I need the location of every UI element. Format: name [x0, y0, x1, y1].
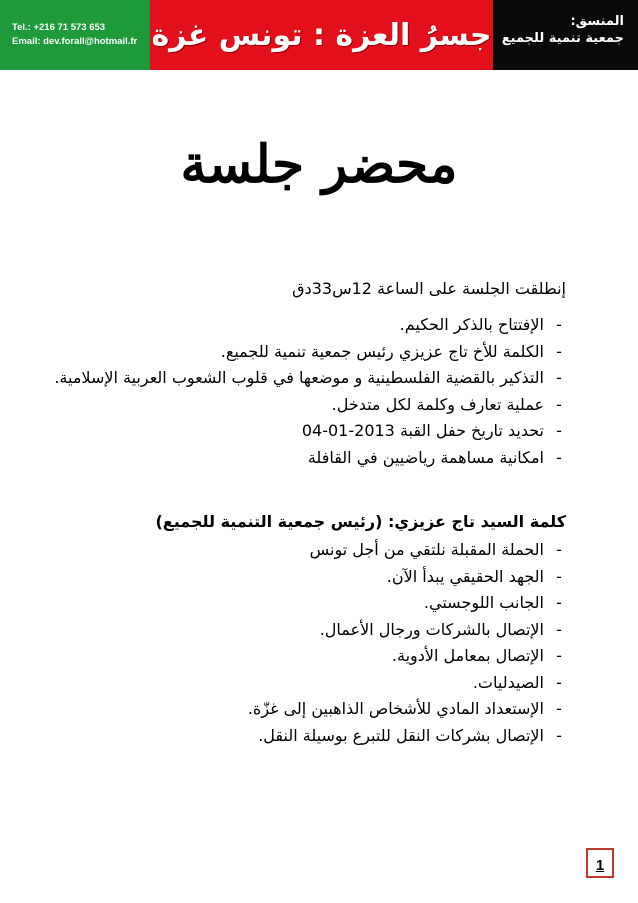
coordinator-org: جمعية تنمية للجميع	[501, 31, 624, 46]
list-item-text: الإفتتاح بالذكر الحكيم.	[399, 315, 544, 334]
list-item	[46, 670, 566, 697]
coordinator-block	[502, 14, 624, 48]
list-item-text: الإتصال بالشركات ورجال الأعمال.	[319, 619, 544, 639]
page-number-box	[586, 848, 614, 878]
list-item	[46, 392, 566, 419]
list-item	[46, 418, 566, 445]
list-item	[46, 445, 566, 472]
list-item-text: التذكير بالقضية الفلسطينية و موضعها في قلوب الشعوب العربية الإسلامية.	[54, 368, 544, 387]
list-item	[46, 564, 566, 591]
header-banner	[0, 0, 638, 70]
speech-list	[46, 537, 566, 749]
document-body	[46, 276, 566, 749]
coordinator-panel	[493, 0, 638, 70]
list-item	[46, 590, 566, 617]
list-item-text: تحديد تاريخ حفل القبة 2013-01-04	[301, 421, 544, 440]
contact-tel: Tel.: +216 71 573 653	[12, 22, 106, 33]
speech-heading: كلمة السيد تاج عزيزي: (رئيس جمعية التنمية للجميع)	[155, 512, 566, 531]
bullet-dash: -	[556, 646, 562, 665]
bullet-dash: -	[556, 566, 562, 586]
list-item	[46, 339, 566, 366]
bullet-dash: -	[556, 421, 562, 440]
list-item-text: الإتصال بمعامل الأدوية.	[391, 646, 544, 665]
bullet-dash: -	[556, 368, 562, 387]
contact-panel	[0, 0, 150, 70]
list-item-text: عملية تعارف وكلمة لكل متدخل.	[331, 394, 544, 414]
bullet-dash: -	[556, 619, 562, 639]
list-item	[46, 537, 566, 564]
bullet-dash: -	[556, 672, 562, 692]
page-number: 1	[595, 857, 605, 874]
agenda-list	[46, 312, 566, 471]
list-item-text: الإستعداد المادي للأشخاص الذاهبين إلى غزّة.	[247, 699, 544, 718]
bullet-dash: -	[556, 540, 562, 559]
session-start-line: إنطلقت الجلسة على الساعة 12س33دق	[292, 279, 566, 298]
bullet-dash: -	[556, 394, 562, 414]
list-item-text: امكانية مساهمة رياضيين في القافلة	[307, 447, 544, 467]
list-item-text: الجهد الحقيقي يبدأ الآن.	[386, 566, 544, 586]
banner-title: جسرُ العزة : تونس غزة	[151, 17, 492, 53]
list-item	[46, 365, 566, 392]
list-item-text: الصيدليات.	[472, 672, 544, 692]
bullet-dash: -	[556, 447, 562, 467]
contact-email: Email: dev.forall@hotmail.fr	[12, 36, 138, 47]
list-item	[46, 643, 566, 670]
list-item-text: الكلمة للأخ تاج عزيزي رئيس جمعية تنمية للجميع.	[220, 341, 544, 361]
list-item	[46, 312, 566, 339]
list-item-text: الجانب اللوجستي.	[423, 593, 544, 612]
speech-section	[46, 509, 566, 749]
bullet-dash: -	[556, 341, 562, 361]
title-panel	[150, 0, 493, 70]
list-item-text: الحملة المقبلة نلتقي من أجل تونس	[309, 540, 544, 559]
list-item-text: الإتصال بشركات النقل للتبرع بوسيلة النقل.	[258, 725, 544, 745]
bullet-dash: -	[556, 593, 562, 612]
bullet-dash: -	[556, 725, 562, 745]
list-item	[46, 696, 566, 723]
list-item	[46, 617, 566, 644]
list-item	[46, 723, 566, 750]
page-title: محضر جلسة	[180, 134, 458, 195]
bullet-dash: -	[556, 315, 562, 334]
coordinator-label: المنسق:	[570, 14, 624, 29]
bullet-dash: -	[556, 699, 562, 718]
